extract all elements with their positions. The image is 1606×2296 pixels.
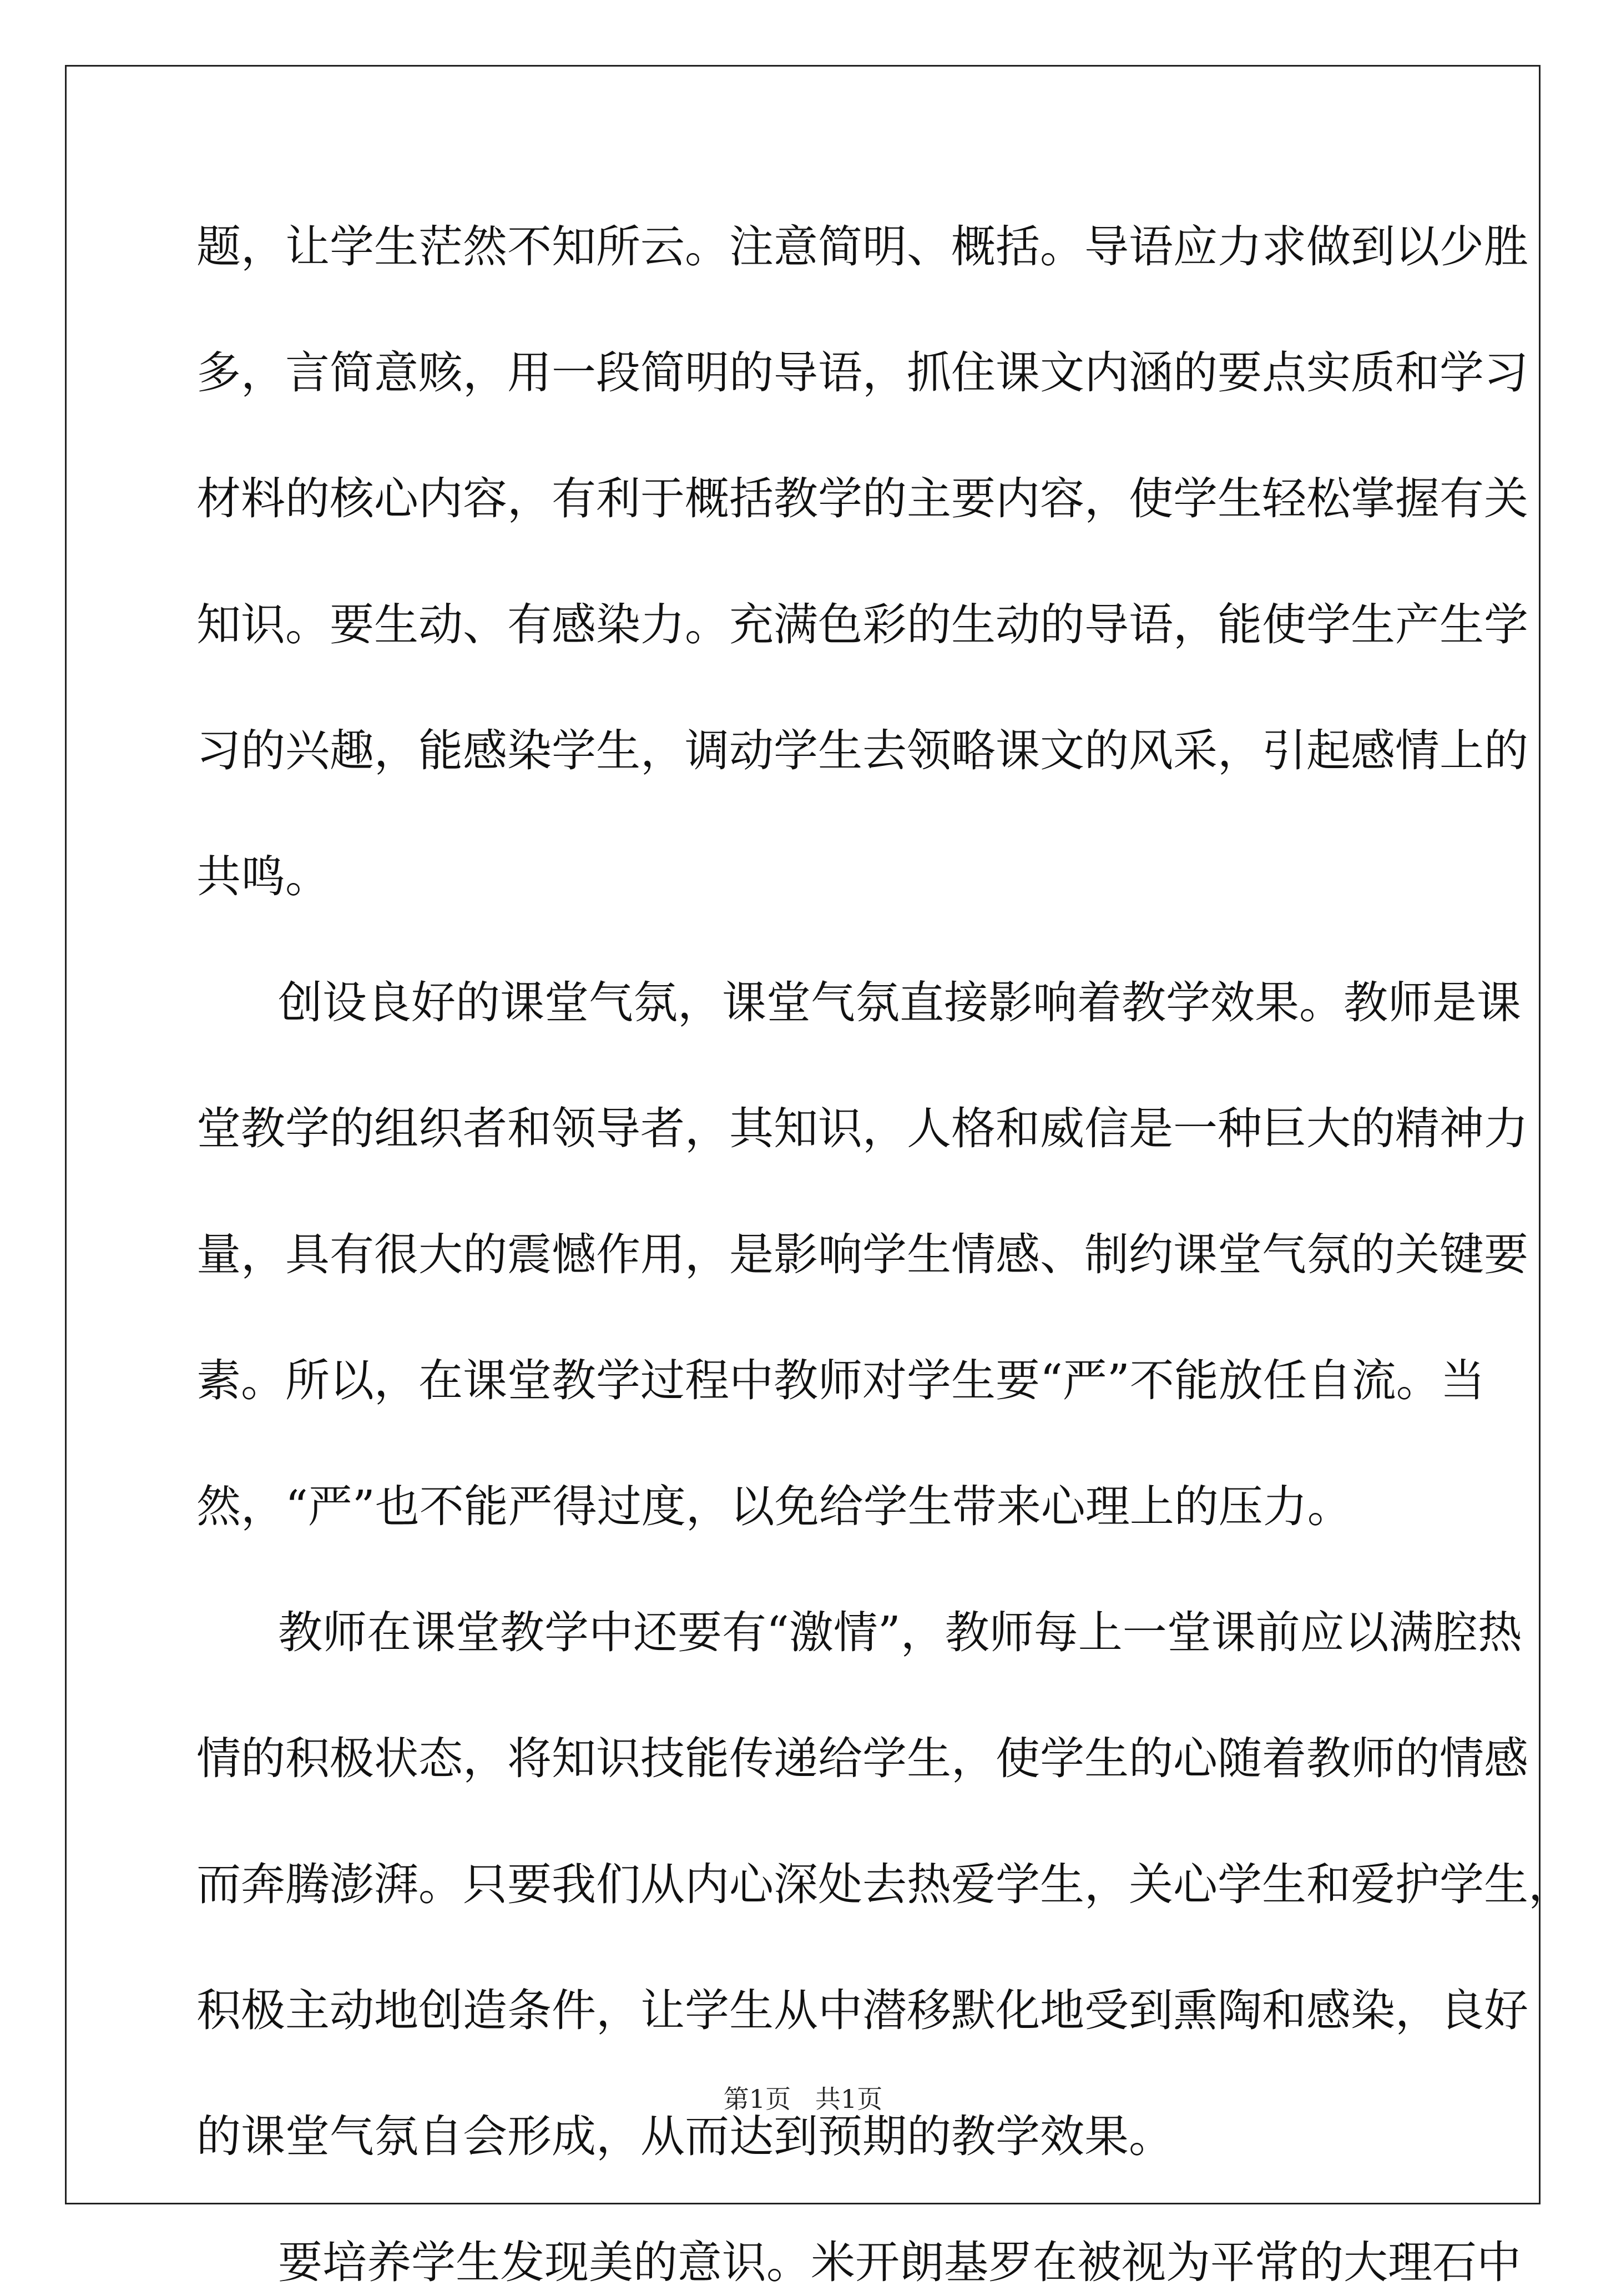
text-line: 积极主动地创造条件，让学生从中潜移默化地受到熏陶和感染，良好 xyxy=(196,1985,1528,2036)
text-line: 情的积极状态，将知识技能传递给学生，使学生的心随着教师的情感 xyxy=(196,1733,1528,1784)
text-line: 习的兴趣，能感染学生，调动学生去领略课文的风采，引起感情上的 xyxy=(196,725,1528,776)
text-line: 堂教学的组织者和领导者，其知识，人格和威信是一种巨大的精神力 xyxy=(196,1103,1528,1154)
text-line: 而奔腾澎湃。只要我们从内心深处去热爱学生，关心学生和爱护学生， xyxy=(196,1859,1573,1910)
text-line: 题，让学生茫然不知所云。注意简明、概括。导语应力求做到以少胜 xyxy=(196,221,1528,273)
text-line: 创设良好的课堂气氛，课堂气氛直接影响着教学效果。教师是课 xyxy=(278,977,1521,1028)
text-line: 素。所以，在课堂教学过程中教师对学生要“严”不能放任自流。当 xyxy=(196,1355,1485,1406)
text-line: 共鸣。 xyxy=(196,851,330,902)
text-line: 量，具有很大的震憾作用，是影响学生情感、制约课堂气氛的关键要 xyxy=(196,1229,1528,1280)
text-line: 教师在课堂教学中还要有“激情”，教师每上一堂课前应以满腔热 xyxy=(278,1607,1522,1658)
text-line: 然，“严”也不能严得过度，以免给学生带来心理上的压力。 xyxy=(196,1481,1352,1532)
text-line: 多，言简意赅，用一段简明的导语，抓住课文内涵的要点实质和学习 xyxy=(196,347,1528,398)
text-line: 知识。要生动、有感染力。充满色彩的生动的导语，能使学生产生学 xyxy=(196,599,1528,650)
text-line: 要培养学生发现美的意识。米开朗基罗在被视为平常的大理石中 xyxy=(278,2237,1521,2288)
text-line: 材料的核心内容，有利于概括教学的主要内容，使学生轻松掌握有关 xyxy=(196,473,1528,524)
page-footer: 第1页 共1页 xyxy=(723,2084,883,2114)
text-line: 的课堂气氛自会形成，从而达到预期的教学效果。 xyxy=(196,2111,1173,2162)
